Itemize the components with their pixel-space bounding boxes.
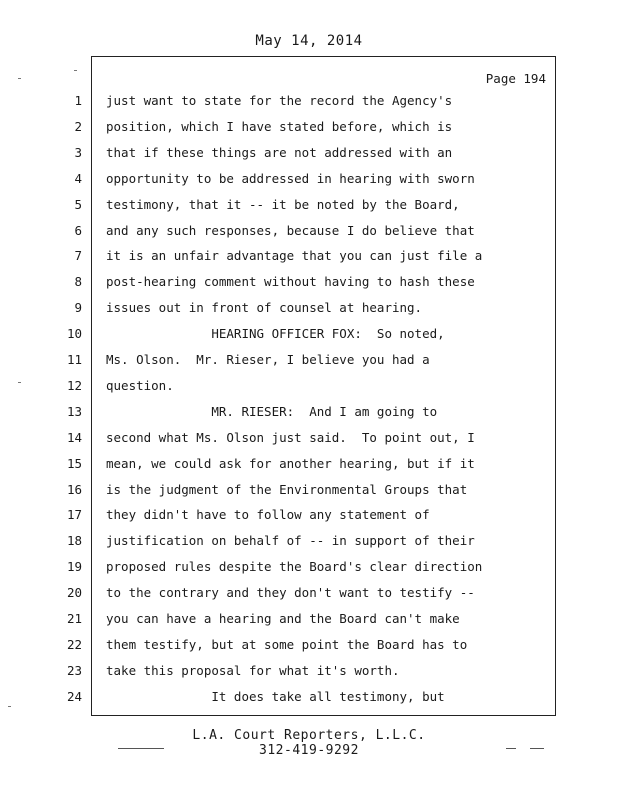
line-text: and any such responses, because I do believe that [106, 222, 475, 238]
line-number: 1 [74, 93, 82, 108]
page-date-header: May 14, 2014 [255, 33, 363, 49]
transcript-line [0, 505, 618, 525]
transcript-line [0, 324, 618, 344]
line-number: 3 [74, 144, 82, 160]
footer-phone-number: 312-419-9292 [259, 743, 359, 758]
scan-dot [18, 78, 21, 79]
transcript-line [0, 661, 618, 681]
line-number: 17 [66, 507, 82, 523]
line-text: second what Ms. Olson just said. To point out, I [106, 429, 475, 445]
transcript-line [0, 91, 618, 111]
line-text: HEARING OFFICER FOX: So noted, [106, 326, 445, 342]
transcript-line [0, 298, 618, 318]
transcript-line [0, 350, 618, 370]
transcript-line [0, 531, 618, 551]
line-number: 15 [66, 455, 82, 471]
line-text: proposed rules despite the Board's clear direction [106, 559, 483, 575]
line-text: it is an unfair advantage that you can just file a [106, 248, 483, 264]
line-number: 19 [66, 559, 82, 575]
line-text: they didn't have to follow any statement of [106, 507, 430, 523]
line-number: 12 [66, 377, 82, 393]
transcript-line [0, 402, 618, 422]
line-number: 16 [66, 481, 82, 497]
line-number: 13 [66, 403, 82, 419]
line-text: issues out in front of counsel at hearing. [106, 300, 423, 316]
transcript-line [0, 635, 618, 655]
line-text: that if these things are not addressed with an [106, 144, 453, 160]
line-text: opportunity to be addressed in hearing with sworn [106, 170, 475, 186]
scan-mark [118, 748, 164, 749]
transcript-line [0, 169, 618, 189]
line-number: 5 [74, 196, 82, 212]
scan-mark [506, 748, 516, 749]
line-number: 11 [66, 352, 82, 367]
line-text: position, which I have stated before, which is [106, 118, 453, 134]
line-number: 4 [74, 170, 82, 186]
transcript-line [0, 246, 618, 266]
line-number: 10 [66, 326, 82, 342]
transcript-line [0, 687, 618, 707]
line-text: to the contrary and they don't want to testify -- [106, 585, 475, 601]
line-text: you can have a hearing and the Board can't make [106, 611, 460, 626]
transcript-line [0, 143, 618, 163]
line-text: post-hearing comment without having to hash these [106, 274, 475, 290]
line-text: It does take all testimony, but [106, 688, 445, 704]
line-text: testimony, that it -- it be noted by the Board, [106, 196, 460, 212]
line-number: 23 [66, 662, 82, 678]
transcript-line [0, 583, 618, 603]
line-number: 21 [66, 611, 82, 626]
line-text: mean, we could ask for another hearing, but if it [106, 455, 475, 471]
line-text: just want to state for the record the Agency's [106, 93, 453, 108]
line-number: 2 [74, 118, 82, 134]
scan-mark [530, 748, 544, 749]
line-text: justification on behalf of -- in support of their [106, 533, 475, 549]
line-text: them testify, but at some point the Board has to [106, 636, 468, 652]
transcript-line [0, 376, 618, 396]
line-number: 14 [66, 429, 82, 445]
scan-dot [18, 382, 21, 383]
transcript-line [0, 117, 618, 137]
scan-dot [74, 70, 77, 71]
line-number: 6 [74, 222, 82, 238]
scan-dot [8, 706, 11, 707]
page-number-label: Page 194 [485, 71, 546, 86]
transcript-line [0, 428, 618, 448]
transcript-line [0, 609, 618, 629]
transcript-line [0, 195, 618, 215]
transcript-line [0, 454, 618, 474]
line-text: is the judgment of the Environmental Groups that [106, 481, 468, 497]
line-text: Ms. Olson. Mr. Rieser, I believe you had a [106, 352, 430, 367]
line-text: question. [106, 377, 174, 393]
line-number: 9 [74, 300, 82, 316]
transcript-line [0, 557, 618, 577]
transcript-line [0, 480, 618, 500]
line-text: take this proposal for what it's worth. [106, 662, 400, 678]
transcript-line [0, 272, 618, 292]
line-number: 22 [66, 636, 82, 652]
line-number: 7 [74, 248, 82, 264]
transcript-line [0, 221, 618, 241]
line-number: 8 [74, 274, 82, 290]
line-number: 18 [66, 533, 82, 549]
line-number: 24 [66, 688, 82, 704]
line-text: MR. RIESER: And I am going to [106, 403, 438, 419]
footer-reporter-name: L.A. Court Reporters, L.L.C. [192, 728, 426, 743]
line-number: 20 [66, 585, 82, 601]
